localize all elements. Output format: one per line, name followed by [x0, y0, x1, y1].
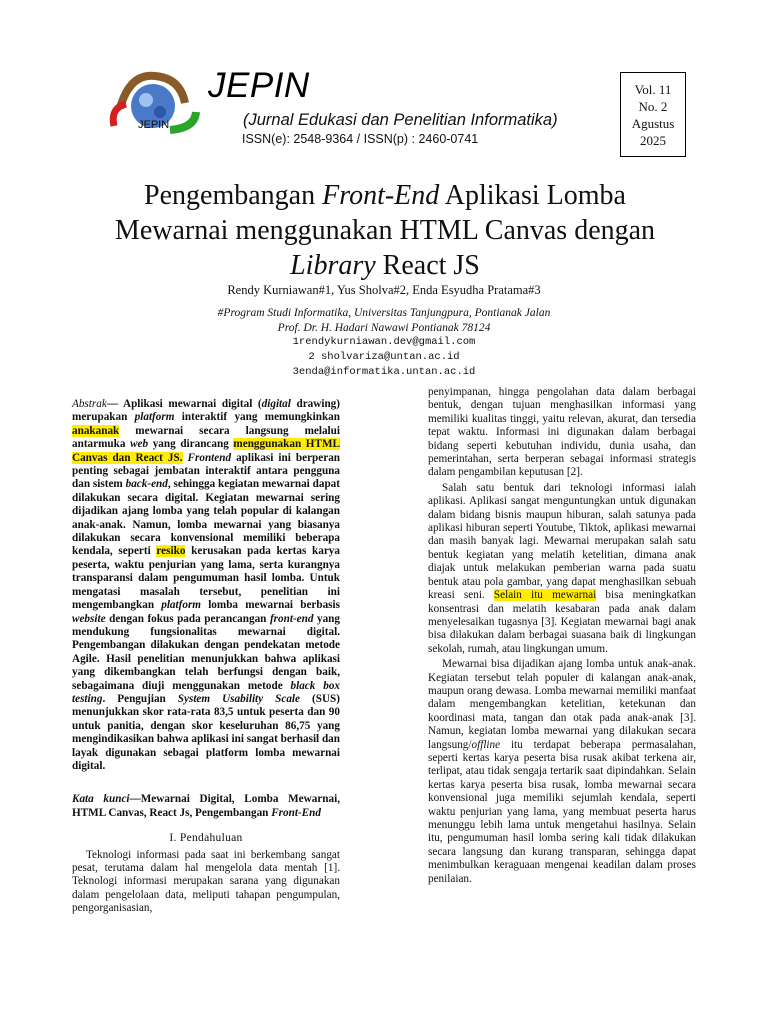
- volume: Vol. 11: [634, 82, 672, 97]
- abstract: Abstrak— Aplikasi mewarnai digital (digital drawing) merupakan platform interaktif yang memungkinkan anakanak mewarnai secara langsung melalui antarmuka web yang dirancang menggunakan HTML Canvas dan React JS. Frontend aplikasi ini berperan penting sebagai jembatan interaktif antara pengguna dan sistem back-end, sehingga kegiatan mewarnai dapat dilakukan secara digital. Kegiatan mewarnai sering dijadikan ajang lomba yang telah popular di kalangan anak-anak. Namun, lomba mewarnai yang biasanya dilakukan secara konvensional memiliki beberapa kendala, seperti resiko kerusakan pada kertas karya peserta, waktu penjurian yang lama, serta kurangnya transparansi dalam pengumuman hasil lomba. Untuk mengatasi masalah tersebut, penelitian ini mengembangkan platform lomba mewarnai berbasis website dengan fokus pada perancangan front-end yang mendukung fungsionalitas mewarnai digital. Pengembangan dilakukan dengan pendekatan metode Agile. Hasil penelitian menunjukkan bahwa aplikasi yang dikembangkan telah berfungsi dengan baik, sebagaimana diuji menggunakan metode black box testing. Pengujian System Usability Scale (SUS) menunjukkan skor rata-rata 83,5 untuk peserta dan 90 untuk panitia, dengan skor keseluruhan 86,75 yang mengindikasikan bahwa aplikasi ini sangat berhasil dan layak digunakan sebagai platform lomba mewarnai digital.: [72, 398, 341, 772]
- month: Agustus: [631, 116, 675, 131]
- logo-text: JEPIN: [138, 119, 170, 131]
- authors: Rendy Kurniawan#1, Yus Sholva#2, Enda Esyudha Pratama#3: [227, 283, 541, 297]
- intro-paragraph-1: Teknologi informasi pada saat ini berkembang sangat pesat, terutama dalam hal mengelola data mentah [1]. Teknologi informasi merupakan sarana yang digunakan dalam pengelolaan data, meliputi tahapan pengumpulan, pengorganisasian,: [72, 848, 340, 915]
- right-paragraph-0: penyimpanan, hingga pengolahan data dalam berbagai bentuk, dengan tujuan menghasilkan informasi yang memiliki kualitas tinggi, yaitu relevan, akurat, dan tersedia tepat waktu. Informasi ini digunakan dalam berbagai bidang seperti kebutuhan individu, dunia usaha, dan pemerintahan, serta berperan sebagai informasi strategis dalam pengambilan keputusan [2].: [428, 386, 696, 479]
- right-paragraph-1: Salah satu bentuk dari teknologi informasi ialah aplikasi. Aplikasi sangat menguntungkan untuk digunakan dalam bidang bisnis maupun hiburan, salah satunya pada aplikasi hiburan seperti Youtube, Tiktok, aplikasi mewarnai dan masih banyak lagi. Mewarnai merupakan salah satu bentuk kegiatan yang melatih ketelitian, dimana anak diajak untuk melakukan pemberian warna pada suatu bentuk atau pola gambar, yang dapat menghasilkan sebuah kreasi seni. Selain itu mewarnai bisa meningkatkan konsentrasi dan melatih kesabaran pada anak dalam menyelesaikan tugasnya [3]. Kegiatan mewarnai bagi anak bisa dilakukan dalam berbagai suasana baik di lingkungan sekolah, rumah, atau lingkungan umum.: [428, 481, 696, 655]
- email-3[interactable]: 3enda@informatika.untan.ac.id: [292, 366, 476, 378]
- volume-box: [620, 72, 686, 157]
- email-2[interactable]: 2 sholvariza@untan.ac.id: [308, 351, 460, 363]
- section-heading-intro: I. Pendahuluan: [169, 832, 243, 845]
- email-1[interactable]: 1rendykurniawan.dev@gmail.com: [292, 336, 476, 348]
- journal-full-name: (Jurnal Edukasi dan Penelitian Informatika): [243, 111, 558, 129]
- journal-abbr: JEPIN: [208, 66, 310, 105]
- affiliation-line2: Prof. Dr. H. Hadari Nawawi Pontianak 78124: [277, 322, 491, 334]
- left-column: [72, 398, 340, 916]
- right-paragraph-2: Mewarnai bisa dijadikan ajang lomba untuk anak-anak. Kegiatan tersebut telah populer di kalangan anak-anak, maupun orang dewasa. Lomba mewarnai memiliki manfaat dalam mengembangkan ketelitian, ketekunan dan koordinasi mata, tangan dan otak pada anak-anak [3]. Namun, kegiatan lomba mewarnai yang dilakukan secara langsung/offline itu terdapat beberapa permasalahan, seperti kertas karya peserta bisa rusak akibat terkena air, terlipat, atau tidak sengaja tertarik saat dipindahkan. Selain kertas karya peserta bisa rusak, lomba mewarnai secara konvensional juga memiliki sejumlah kendala, seperti waktu penjurian yang lama, yang membuat peserta harus menunggu lebih lama untuk mengetahui hasilnya. Selain itu, pengumuman hasil lomba sering kali tidak dilakukan secara langsung dan kurang transparan, sehingga dapat menimbulkan keraguaan mengenai keadilan dalam proses penilaian.: [428, 658, 696, 885]
- affiliation-line1: #Program Studi Informatika, Universitas Tanjungpura, Pontianak Jalan: [217, 307, 551, 319]
- jepin-logo: [100, 68, 205, 146]
- journal-issn: ISSN(e): 2548-9364 / ISSN(p) : 2460-0741: [242, 132, 479, 146]
- number: No. 2: [638, 99, 668, 114]
- keywords: Kata kunci—Mewarnai Digital, Lomba Mewarnai, HTML Canvas, React Js, Pengembangan Front-End: [72, 793, 341, 819]
- right-column: [428, 386, 696, 886]
- paper-title: Pengembangan Front-End Aplikasi Lomba Mewarnai menggunakan HTML Canvas dengan Library React JS: [114, 180, 656, 281]
- year: 2025: [640, 133, 666, 148]
